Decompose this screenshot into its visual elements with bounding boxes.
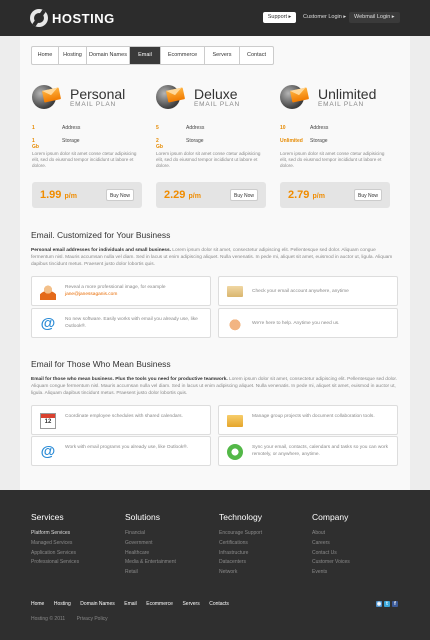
copyright [31,616,118,622]
footer-link[interactable]: Healthcare [125,549,150,556]
main-nav [31,46,274,65]
footer-nav-home[interactable]: Home [31,601,45,607]
feature-card [218,405,398,435]
nav-domain-names[interactable]: Domain Names [87,47,130,64]
feature-text: Check your email account anywhere, anytime [252,289,349,294]
example-email-link[interactable]: jane@janessaganis.com [65,291,118,297]
plan-storage-label: Storage [62,138,80,144]
footer-nav-hosting[interactable]: Hosting [53,601,71,607]
feature-text: Reveal a more professional image, for example [65,285,166,290]
feature-text: Manage group projects with document collaboration tools. [252,414,375,419]
feature-text: We're here to help. Anytime you need us. [252,321,340,326]
email-globe-icon [32,81,62,109]
section-intro: Email for those who mean business. Plus the tools you need for productive teamwork. Lorem ipsum dolor sit amet, consectetur adipiscing elit. Pellentesque sed dolor. Aliquam congue fermentum nisl. Mauris accumsan nulla vel diam. Sed in lacus ut enim adipiscing aliquet. Nulla venenatis. In pede mi, aliquet sit amet, euismod in auctor ut, ligula. Aliquam dapibus tincidunt metus. Praesent justo dolor lobortis quis. [31,377,398,396]
nav-hosting[interactable]: Hosting [59,47,87,64]
person-icon [40,284,56,300]
footer-link[interactable]: Infrastructure [219,549,249,556]
buy-now-button[interactable]: Buy Now [230,189,258,201]
plan-address-label: Address [186,125,205,131]
footer-link[interactable]: Managed Services [31,539,73,546]
plan-description: Lorem ipsum dolor sit amet conse ctetur adipisicing elit, sed do eiusmod tempor incididunt ut labore et dolore. [156,151,261,168]
footer-column-solutions [125,512,176,578]
feature-card [31,308,211,338]
plan-storage-value: 1 Gb [32,138,39,150]
footer-column-company [312,512,350,578]
email-globe-icon [280,81,310,109]
plan-storage-label: Storage [186,138,204,144]
copyright-text: Hosting © 2011 [31,616,66,622]
nav-servers[interactable]: Servers [205,47,240,64]
footer-link[interactable]: Network [219,569,238,576]
email-globe-icon [156,81,186,109]
feature-card [218,436,398,466]
footer-column-title: Solutions [125,512,160,522]
plan-storage-value: Unlimited [280,138,303,144]
plan-address-count: 5 [156,125,159,131]
plan-description: Lorem ipsum dolor sit amet conse ctetur adipisicing elit, sed do eiusmod tempor incididunt ut labore et dolore. [32,151,137,168]
footer-link[interactable]: Retail [125,569,138,576]
nav-contact[interactable]: Contact [247,52,266,58]
folder-icon [227,415,243,427]
twitter-icon[interactable]: t [384,601,390,607]
feature-card [218,276,398,306]
footer-link[interactable]: Certifications [219,539,248,546]
privacy-policy-link[interactable]: Privacy Policy [76,616,108,622]
feature-text: Work with email programs you already use, like Outlook®. [65,445,189,450]
facebook-icon[interactable]: f [392,601,398,607]
footer-column-services [31,512,79,568]
logo-icon [30,9,48,27]
footer-link[interactable]: Events [312,569,328,576]
buy-now-button[interactable]: Buy Now [354,189,382,201]
site-header [0,0,430,36]
footer-link[interactable]: Professional Services [31,559,80,566]
footer-column-title: Company [312,512,349,522]
footer-link[interactable]: Encourage Support [219,530,263,536]
footer-link[interactable]: Datacenters [219,559,246,566]
section-intro: Personal email addresses for individuals and small business. Lorem ipsum dolor sit amet, consectetur adipiscing elit. Pellentesque sed dolor. Aliquam congue fermentum nisl. Mauris accumsan nulla vel diam. Sed in lacus ut enim adipiscing aliquet. Nulla venenatis. In pede mi, aliquet sit amet, euismod in auctor ut, ligula. Aliquam dapibus tincidunt metus. Praesent justo dolor lobortis quis. [31,248,393,267]
feature-text: Sync your email, contacts, calendars and tasks so you can work remotely, or anywhere, anytime. [252,445,388,457]
at-sign-icon: @ [40,443,56,460]
plan-price: 2.29 p/m [164,189,201,201]
footer-nav-ecommerce[interactable]: Ecommerce [146,601,173,607]
footer-link[interactable]: Application Services [31,549,77,556]
plan-price: 2.79 p/m [288,189,325,201]
price-box [32,182,142,208]
footer-link[interactable]: Contact Us [312,549,337,556]
calendar-day: 12 [44,419,52,425]
footer-column-title: Services [31,512,64,522]
nav-email[interactable]: Email [130,47,161,64]
hand-icon [227,316,243,332]
plan-subtitle: EMAIL PLAN [318,101,365,108]
support-button[interactable]: Support ▸ [263,12,296,23]
footer-link[interactable]: Media & Entertainment [125,559,176,566]
main-content [20,36,410,490]
footer-link[interactable]: Platform Services [31,530,71,536]
feature-text: No new software. Easily works with email you already use, like Outlook®. [65,317,198,329]
plan-price: 1.99 p/m [40,189,77,201]
plan-address-count: 10 [280,125,286,131]
sync-icon [227,444,243,460]
footer-column-title: Technology [219,512,263,522]
footer-nav-contacts[interactable]: Contacts [209,601,229,607]
footer-link[interactable]: Customer Voices [312,559,350,566]
feature-card [31,405,211,435]
footer-nav [31,601,238,607]
price-box [156,182,266,208]
nav-home[interactable]: Home [32,47,59,64]
site-footer [0,490,430,640]
customer-login-link[interactable]: Customer Login ▸ [303,14,347,20]
buy-now-button[interactable]: Buy Now [106,189,134,201]
footer-link[interactable]: Careers [312,539,330,546]
footer-column-technology [219,512,262,578]
footer-link[interactable]: Financial [125,530,146,536]
section-title: Email for Those Who Mean Business [31,359,171,369]
feature-text: Coordinate employee schedules with shared calendars. [65,414,183,419]
plan-name: Deluxe [194,86,238,102]
feature-card [218,308,398,338]
footer-nav-servers[interactable]: Servers [182,601,200,607]
plan-description: Lorem ipsum dolor sit amet conse ctetur adipisicing elit, sed do eiusmod tempor incididunt ut labore et dolore. [280,151,385,168]
envelope-icon [227,286,243,297]
footer-nav-domain-names[interactable]: Domain Names [80,601,115,607]
plan-address-label: Address [62,125,81,131]
section-title: Email. Customized for Your Business [31,230,171,240]
plan-subtitle: EMAIL PLAN [70,101,117,108]
plan-storage-value: 2 Gb [156,138,163,150]
rss-icon[interactable]: ◉ [376,601,382,607]
plan-address-label: Address [310,125,329,131]
site-logo[interactable] [30,9,115,27]
footer-link[interactable]: About [312,530,326,536]
footer-nav-email[interactable]: Email [124,601,137,607]
plan-name: Unlimited [318,86,377,102]
feature-card [31,436,211,466]
feature-card [31,276,211,306]
calendar-icon [40,413,56,429]
nav-ecommerce[interactable]: Ecommerce [161,47,205,64]
logo-text: HOSTING [52,10,115,26]
plan-name: Personal [70,86,126,102]
price-box [280,182,390,208]
plan-subtitle: EMAIL PLAN [194,101,241,108]
webmail-login-link[interactable]: Webmail Login ▸ [349,12,400,23]
plan-storage-label: Storage [310,138,328,144]
footer-link[interactable]: Government [125,539,153,546]
at-sign-icon: @ [40,315,56,332]
plan-address-count: 1 [32,125,35,131]
